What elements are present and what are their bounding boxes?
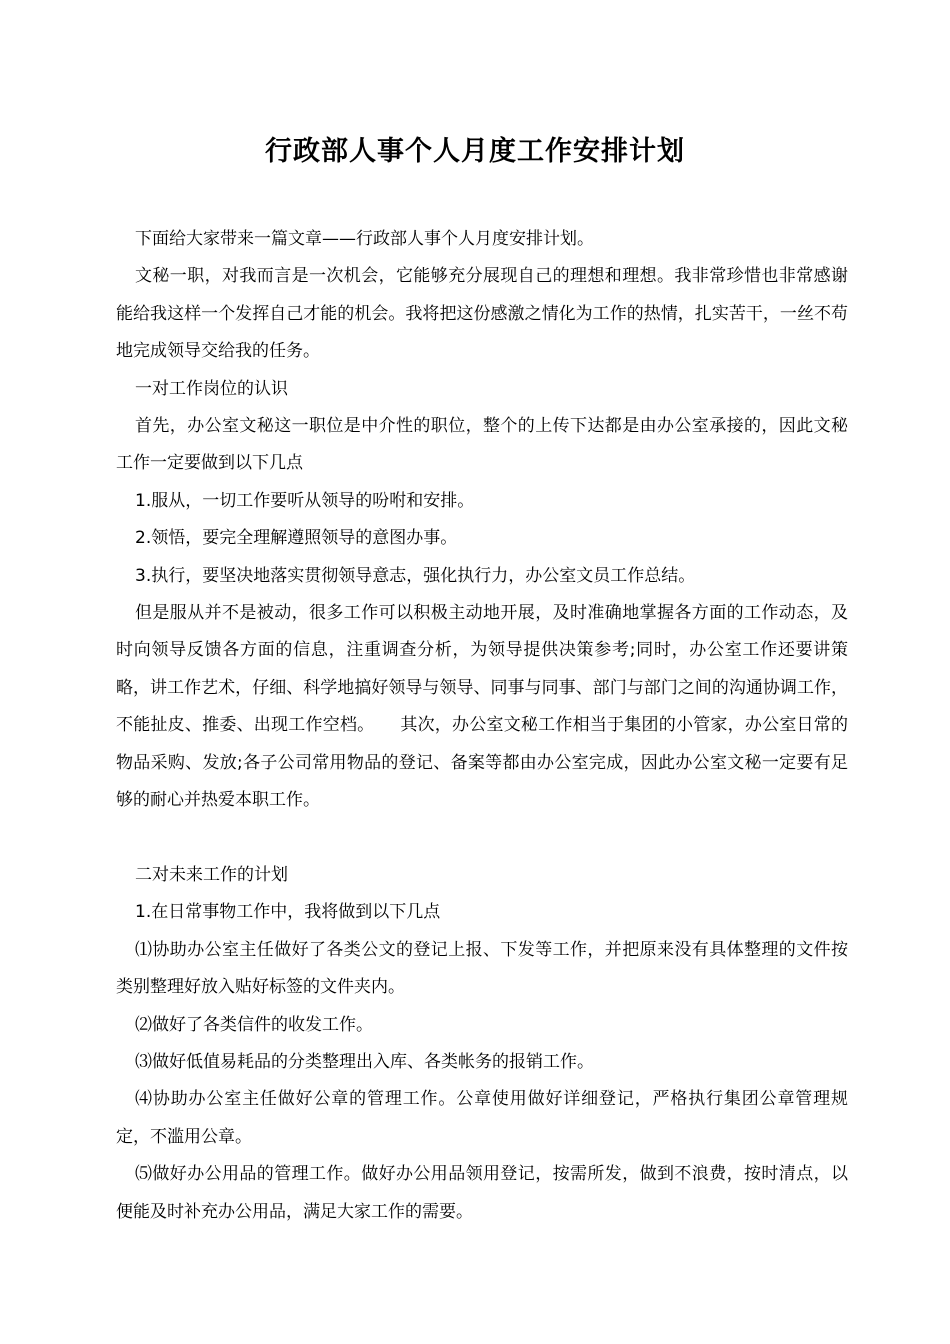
sub-item-4: ⑷协助办公室主任做好公章的管理工作。公章使用做好详细登记，严格执行集团公章管理规定，不滥用公章。 — [116, 1089, 848, 1147]
sub-item-3: ⑶做好低值易耗品的分类整理出入库、各类帐务的报销工作。 — [135, 1051, 594, 1072]
document-body — [116, 221, 848, 1231]
paragraph-first-point: 首先，办公室文秘这一职位是中介性的职位，整个的上传下达都是由办公室承接的，因此文秘工作一定要做到以下几点 — [116, 416, 848, 474]
paragraph-proactive: 但是服从并不是被动，很多工作可以积极主动地开展，及时准确地掌握各方面的工作动态，及时向领导反馈各方面的信息，注重调查分析，为领导提供决策参考;同时，办公室工作还要讲策略，讲工作艺术，仔细、科学地搞好领导与领导、同事与同事、部门与部门之间的沟通协调工作，不能扯皮、推委、出现工作空档。 其次，办公室文秘工作相当于集团的小管家，办公室日常的物品采购、发放;各子公司常用物品的登记、备案等都由办公室完成，因此办公室文秘一定要有足够的耐心并热爱本职工作。 — [116, 603, 848, 811]
blank-line — [116, 820, 848, 857]
sub-item-2: ⑵做好了各类信件的收发工作。 — [135, 1014, 373, 1035]
document-title: 行政部人事个人月度工作安排计划 — [265, 136, 685, 167]
list-item-obey: 1.服从，一切工作要听从领导的吩咐和安排。 — [135, 490, 475, 511]
list-item-daily-work: 1.在日常事物工作中，我将做到以下几点 — [135, 902, 441, 923]
paragraph-secretary-role: 文秘一职，对我而言是一次机会，它能够充分展现自己的理想和理想。我非常珍惜也非常感谢能给我这样一个发挥自己才能的机会。我将把这份感激之情化为工作的热情，扎实苦干，一丝不苟地完成领导交给我的任务。 — [116, 266, 848, 362]
sub-item-1: ⑴协助办公室主任做好了各类公文的登记上报、下发等工作，并把原来没有具体整理的文件按类别整理好放入贴好标签的文件夹内。 — [116, 939, 848, 998]
sub-item-5: ⑸做好办公用品的管理工作。做好办公用品领用登记，按需所发，做到不浪费，按时清点，以便能及时补充办公用品，满足大家工作的需要。 — [116, 1164, 848, 1222]
list-item-execute: 3.执行，要坚决地落实贯彻领导意志，强化执行力，办公室文员工作总结。 — [135, 565, 696, 586]
section-heading-understanding: 一对工作岗位的认识 — [135, 378, 288, 399]
list-item-comprehend: 2.领悟，要完全理解遵照领导的意图办事。 — [135, 528, 458, 549]
section-heading-plan: 二对未来工作的计划 — [135, 864, 288, 885]
paragraph-intro: 下面给大家带来一篇文章——行政部人事个人月度安排计划。 — [135, 229, 594, 249]
